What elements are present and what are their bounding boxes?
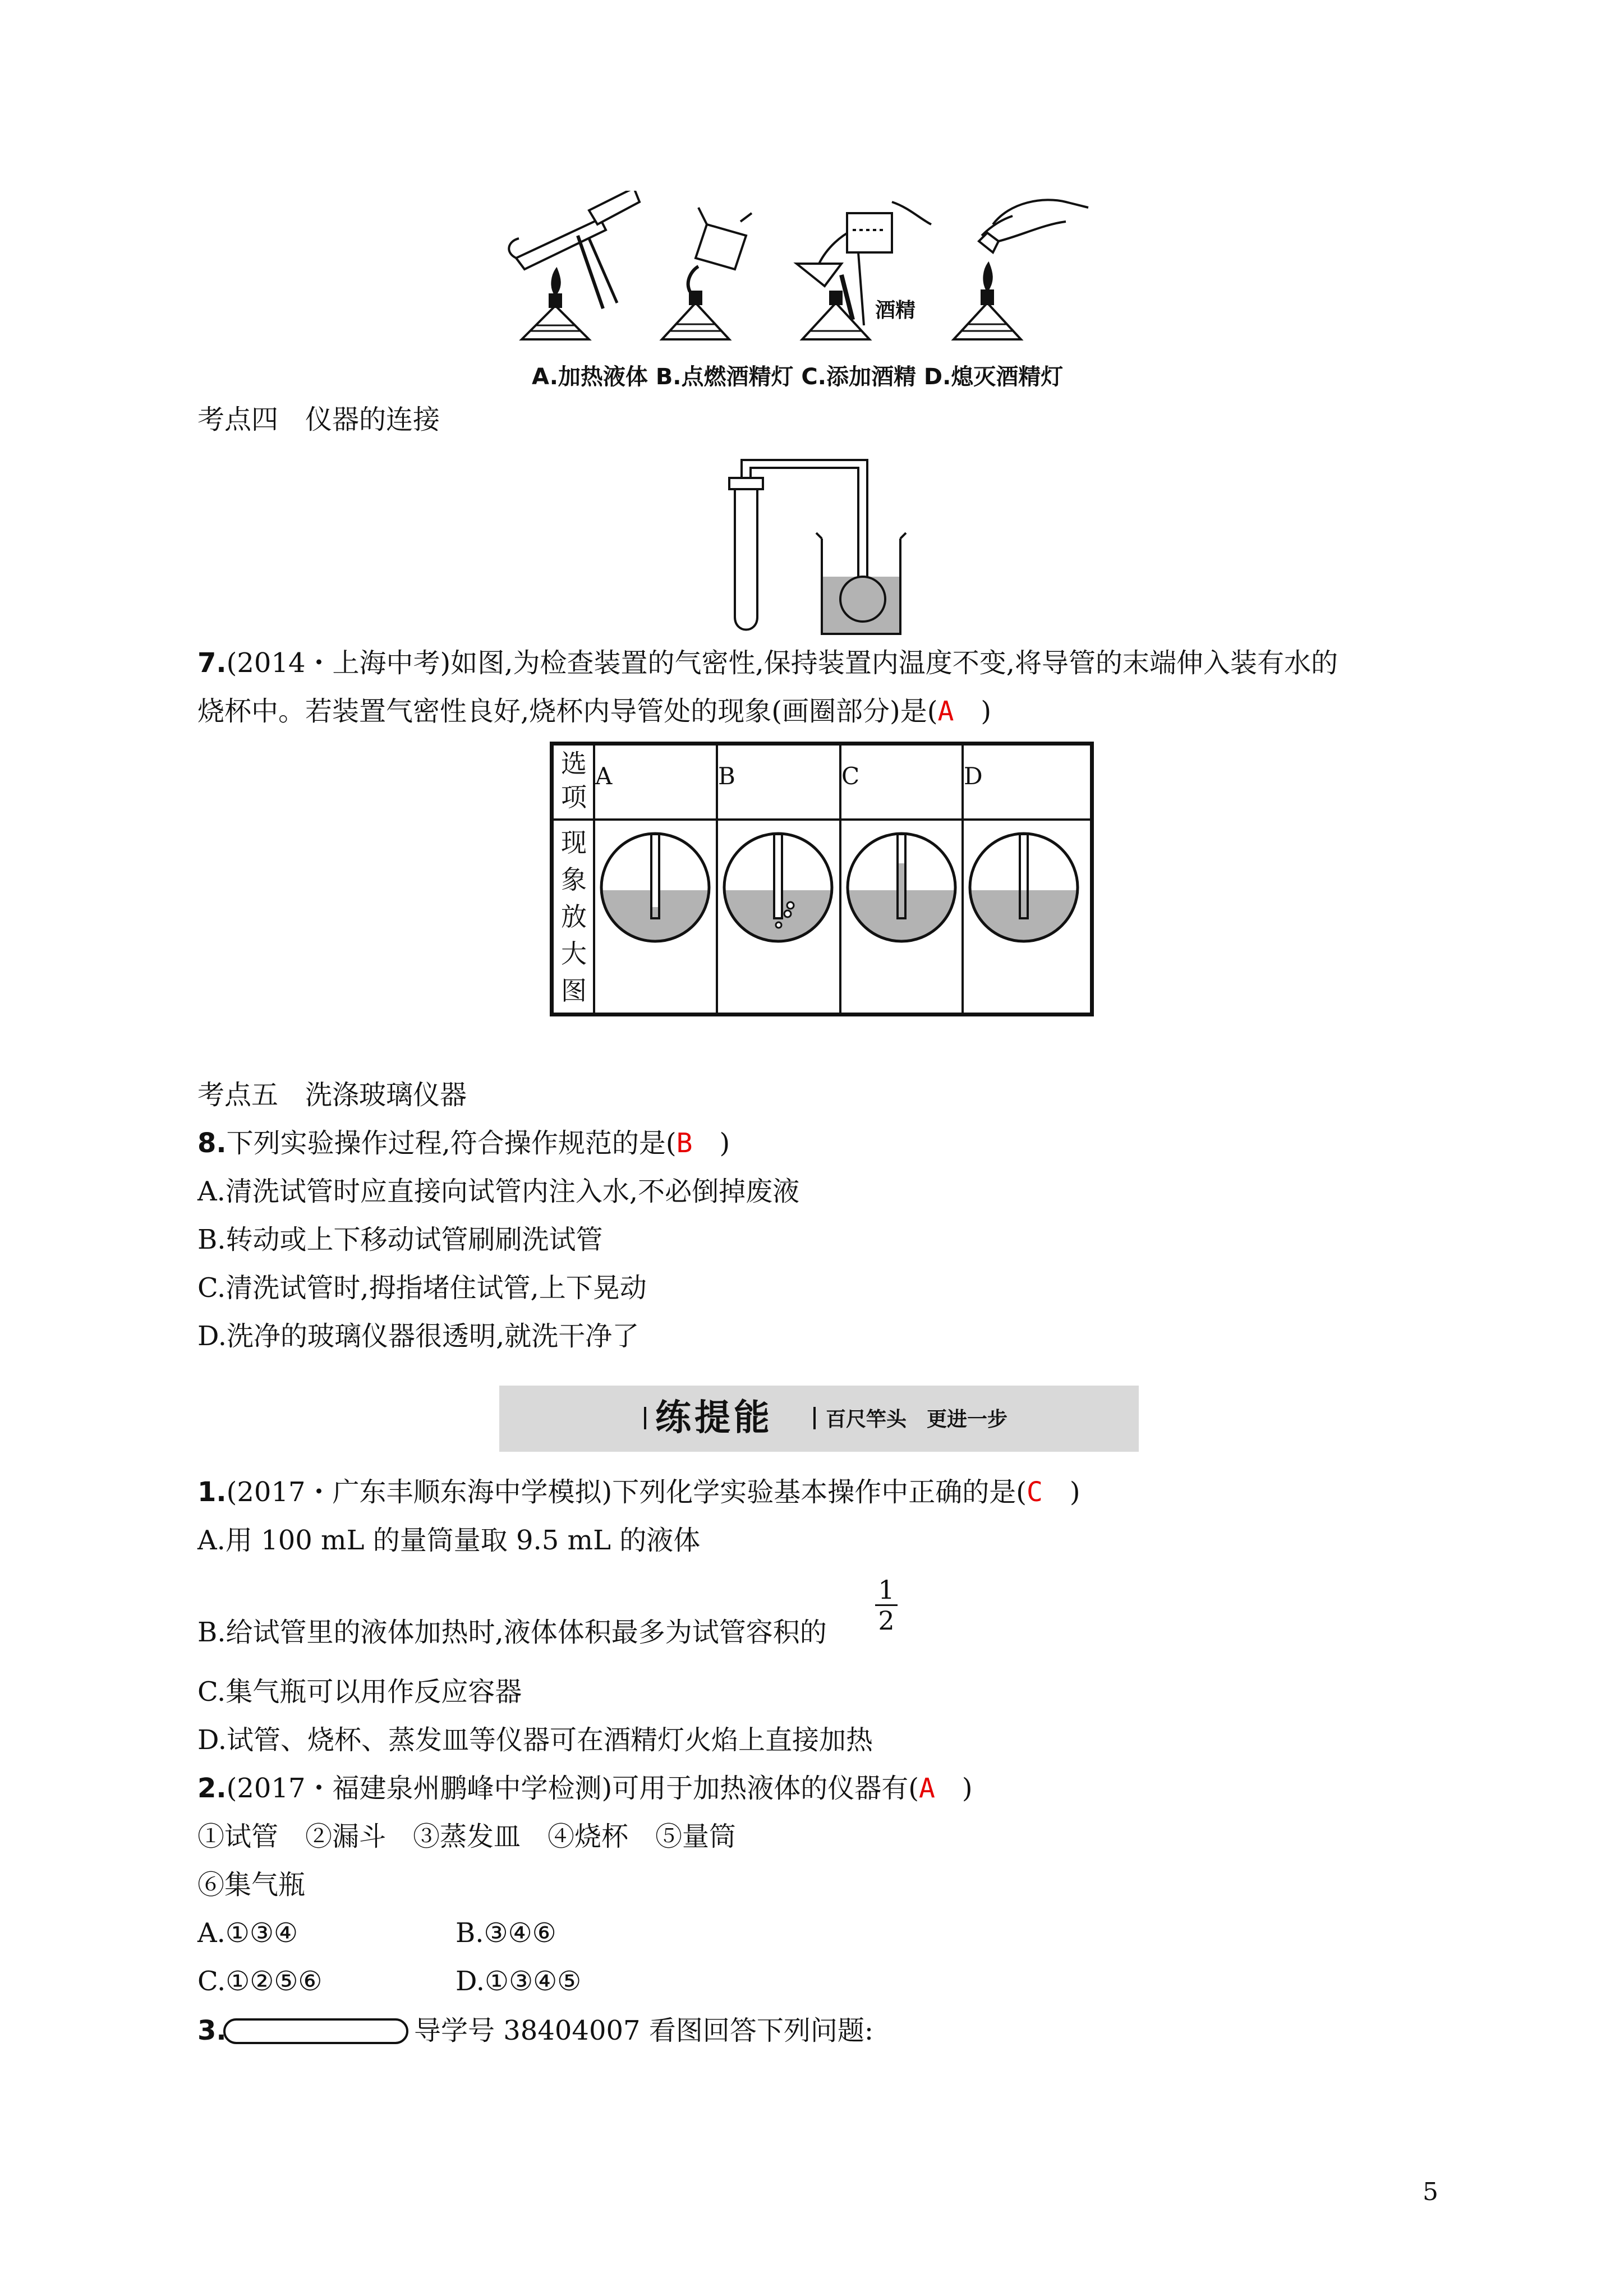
q8-stem: 下列实验操作过程,符合操作规范的是( (226, 1128, 677, 1159)
option-label-b: B (718, 762, 735, 790)
table-header-char-4: 大 (561, 938, 587, 969)
p2-number: 2. (197, 1773, 227, 1804)
table-header-char-2: 象 (561, 864, 587, 895)
practice-banner (499, 1386, 1139, 1452)
p1-number: 1. (197, 1476, 227, 1508)
p1-stem: (2017・广东丰顺东海中学模拟)下列化学实验基本操作中正确的是( (226, 1476, 1027, 1508)
q7-close-paren: ) (954, 696, 992, 727)
q7-answer: A (937, 696, 954, 727)
p2-close-paren: ) (935, 1773, 973, 1804)
p2-option-c: C.①②⑤⑥ (197, 1966, 323, 1997)
lamp-figure-captions: A.加热液体 B.点燃酒精灯 C.添加酒精 D.熄灭酒精灯 (532, 364, 1064, 390)
banner-title: 练提能 (655, 1397, 773, 1439)
phenomenon-d-diagram (966, 830, 1082, 945)
phenomenon-b-diagram (720, 830, 836, 945)
p1-option-d: D.试管、烧杯、蒸发皿等仪器可在酒精灯火焰上直接加热 (197, 1724, 873, 1756)
p1-answer: C (1026, 1476, 1043, 1508)
q7-options-table (550, 742, 1094, 1016)
alcohol-lamp-operations-figure (505, 191, 1122, 365)
p1-option-c: C.集气瓶可以用作反应容器 (197, 1676, 522, 1708)
q8-answer: B (676, 1128, 693, 1159)
p2-option-b: B.③④⑥ (456, 1917, 556, 1949)
lamp-b-lighting (662, 208, 752, 339)
banner-subtitle: 百尺竿头 更进一步 (826, 1408, 1008, 1431)
q7-number: 7. (197, 647, 227, 679)
table-header-char-3: 放 (561, 901, 587, 932)
p3-number: 3. (197, 2015, 227, 2046)
p1-option-b: B.给试管里的液体加热时,液体体积最多为试管容积的 (197, 1617, 827, 1648)
page-number: 5 (1423, 2178, 1438, 2206)
p2-option-d: D.①③④⑤ (456, 1966, 582, 1997)
section-5-title: 考点五 洗涤玻璃仪器 (197, 1079, 467, 1111)
p1-option-a: A.用 100 mL 的量筒量取 9.5 mL 的液体 (197, 1525, 701, 1556)
phenomenon-c-diagram (844, 830, 959, 945)
q8-close-paren: ) (692, 1128, 730, 1159)
p2-items-line1: ①试管 ②漏斗 ③蒸发皿 ④烧杯 ⑤量筒 (197, 1821, 737, 1852)
option-label-c: C (841, 762, 860, 790)
fraction-denominator: 2 (875, 1604, 898, 1635)
guide-number-box (223, 2018, 408, 2044)
q8-option-b: B.转动或上下移动试管刷刷洗试管 (197, 1224, 603, 1255)
p2-stem: (2017・福建泉州鹏峰中学检测)可用于加热液体的仪器有( (226, 1773, 919, 1804)
q7-stem-line2: 烧杯中。若装置气密性良好,烧杯内导管处的现象(画圈部分)是( (197, 696, 938, 727)
lamp-d-extinguishing (954, 200, 1088, 339)
p2-option-a: A.①③④ (197, 1917, 298, 1949)
table-header-xiang: 项 (561, 782, 587, 812)
q8-number: 8. (197, 1128, 227, 1159)
q8-option-a: A.清洗试管时应直接向试管内注入水,不必倒掉废液 (197, 1176, 800, 1207)
p1-close-paren: ) (1042, 1476, 1080, 1508)
q8-option-c: C.清洗试管时,拇指堵住试管,上下晃动 (197, 1272, 647, 1304)
option-label-d: D (964, 762, 983, 790)
table-header-char-1: 现 (561, 827, 587, 858)
alcohol-label: 酒精 (875, 299, 916, 322)
p3-text: 导学号 38404007 看图回答下列问题: (414, 2015, 874, 2046)
q7-stem-line1: (2014・上海中考)如图,为检查装置的气密性,保持装置内温度不变,将导管的末端伸入装有水的 (226, 647, 1338, 679)
table-header-xuan: 选 (561, 748, 587, 779)
phenomenon-a-diagram (597, 830, 713, 945)
p1-fraction (875, 1575, 898, 1635)
fraction-numerator: 1 (878, 1575, 895, 1605)
q8-option-d: D.洗净的玻璃仪器很透明,就洗干净了 (197, 1320, 640, 1352)
p2-answer: A (918, 1773, 935, 1804)
lamp-a-heating-liquid (509, 191, 640, 339)
p2-items-line2: ⑥集气瓶 (197, 1869, 306, 1901)
table-header-char-5: 图 (561, 976, 587, 1006)
option-label-a: A (595, 762, 613, 790)
airtightness-apparatus-figure (707, 449, 909, 639)
section-4-title: 考点四 仪器的连接 (197, 404, 440, 435)
